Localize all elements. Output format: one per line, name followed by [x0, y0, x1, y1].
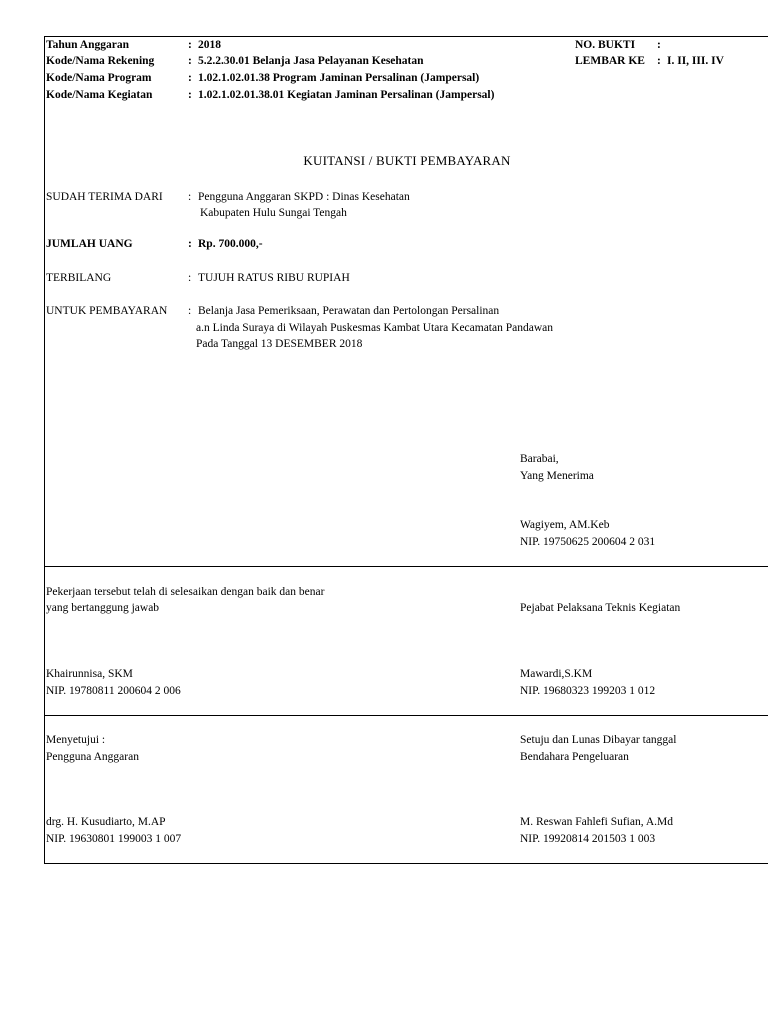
jumlah-label: JUMLAH UANG [46, 238, 133, 250]
section2-right-nip: NIP. 19680323 199203 1 012 [520, 685, 656, 697]
tahun-label: Tahun Anggaran [46, 39, 129, 51]
lembar-label: LEMBAR KE [575, 55, 645, 67]
terbilang-label: TERBILANG [46, 272, 112, 284]
section2-left-name: Khairunnisa, SKM [46, 668, 133, 680]
section3-left-line1: Menyetujui : [46, 734, 106, 746]
terbilang-sep: : [188, 272, 192, 284]
section3-right-nip: NIP. 19920814 201503 1 003 [520, 833, 656, 845]
kegiatan-label: Kode/Nama Kegiatan [46, 89, 153, 101]
divider-1 [44, 566, 768, 567]
section2-left-nip: NIP. 19780811 200604 2 006 [46, 685, 181, 697]
rekening-sep: : [188, 55, 192, 67]
section2-left-line1: Pekerjaan tersebut telah di selesaikan dengan baik dan benar [46, 586, 325, 598]
divider-2 [44, 715, 768, 716]
untuk-line3: Pada Tanggal 13 DESEMBER 2018 [196, 338, 363, 350]
section3-left-name: drg. H. Kusudiarto, M.AP [46, 816, 166, 828]
jumlah-sep: : [188, 238, 192, 250]
program-sep: : [188, 72, 192, 84]
section2-right-role: Pejabat Pelaksana Teknis Kegiatan [520, 602, 681, 614]
terima-line2: Kabupaten Hulu Sungai Tengah [200, 207, 347, 219]
tahun-value: 2018 [198, 39, 221, 51]
program-value: 1.02.1.02.01.38 Program Jaminan Persalinan (Jampersal) [198, 72, 480, 84]
program-label: Kode/Nama Program [46, 72, 152, 84]
tahun-sep: : [188, 39, 192, 51]
section3-right-name: M. Reswan Fahlefi Sufian, A.Md [520, 816, 674, 828]
untuk-line1: Belanja Jasa Pemeriksaan, Perawatan dan Pertolongan Persalinan [198, 305, 500, 317]
receiver-role: Yang Menerima [520, 470, 594, 482]
terima-line1: Pengguna Anggaran SKPD : Dinas Kesehatan [198, 191, 410, 203]
untuk-line2: a.n Linda Suraya di Wilayah Puskesmas Kambat Utara Kecamatan Pandawan [196, 322, 553, 334]
jumlah-value: Rp. 700.000,- [198, 238, 263, 250]
receiver-nip: NIP. 19750625 200604 2 031 [520, 536, 656, 548]
rekening-label: Kode/Nama Rekening [46, 55, 155, 67]
terbilang-value: TUJUH RATUS RIBU RUPIAH [198, 272, 350, 284]
section3-right-line2: Bendahara Pengeluaran [520, 751, 629, 763]
receiver-name: Wagiyem, AM.Keb [520, 519, 610, 531]
terima-sep: : [188, 191, 192, 203]
terima-label: SUDAH TERIMA DARI [46, 191, 163, 203]
kegiatan-value: 1.02.1.02.01.38.01 Kegiatan Jaminan Persalinan (Jampersal) [198, 89, 495, 101]
section3-right-line1: Setuju dan Lunas Dibayar tanggal [520, 734, 677, 746]
rekening-value: 5.2.2.30.01 Belanja Jasa Pelayanan Kesehatan [198, 55, 424, 67]
no-bukti-sep: : [657, 39, 661, 51]
no-bukti-label: NO. BUKTI [575, 39, 636, 51]
lembar-value: I. II, III. IV [667, 55, 724, 67]
untuk-label: UNTUK PEMBAYARAN [46, 305, 168, 317]
kegiatan-sep: : [188, 89, 192, 101]
section3-left-line2: Pengguna Anggaran [46, 751, 139, 763]
lembar-sep: : [657, 55, 661, 67]
page-title: KUITANSI / BUKTI PEMBAYARAN [303, 153, 511, 168]
section2-right-name: Mawardi,S.KM [520, 668, 593, 680]
section2-left-line2: yang bertanggung jawab [46, 602, 160, 614]
untuk-sep: : [188, 305, 192, 317]
receiver-place: Barabai, [520, 453, 559, 465]
section3-left-nip: NIP. 19630801 199003 1 007 [46, 833, 182, 845]
